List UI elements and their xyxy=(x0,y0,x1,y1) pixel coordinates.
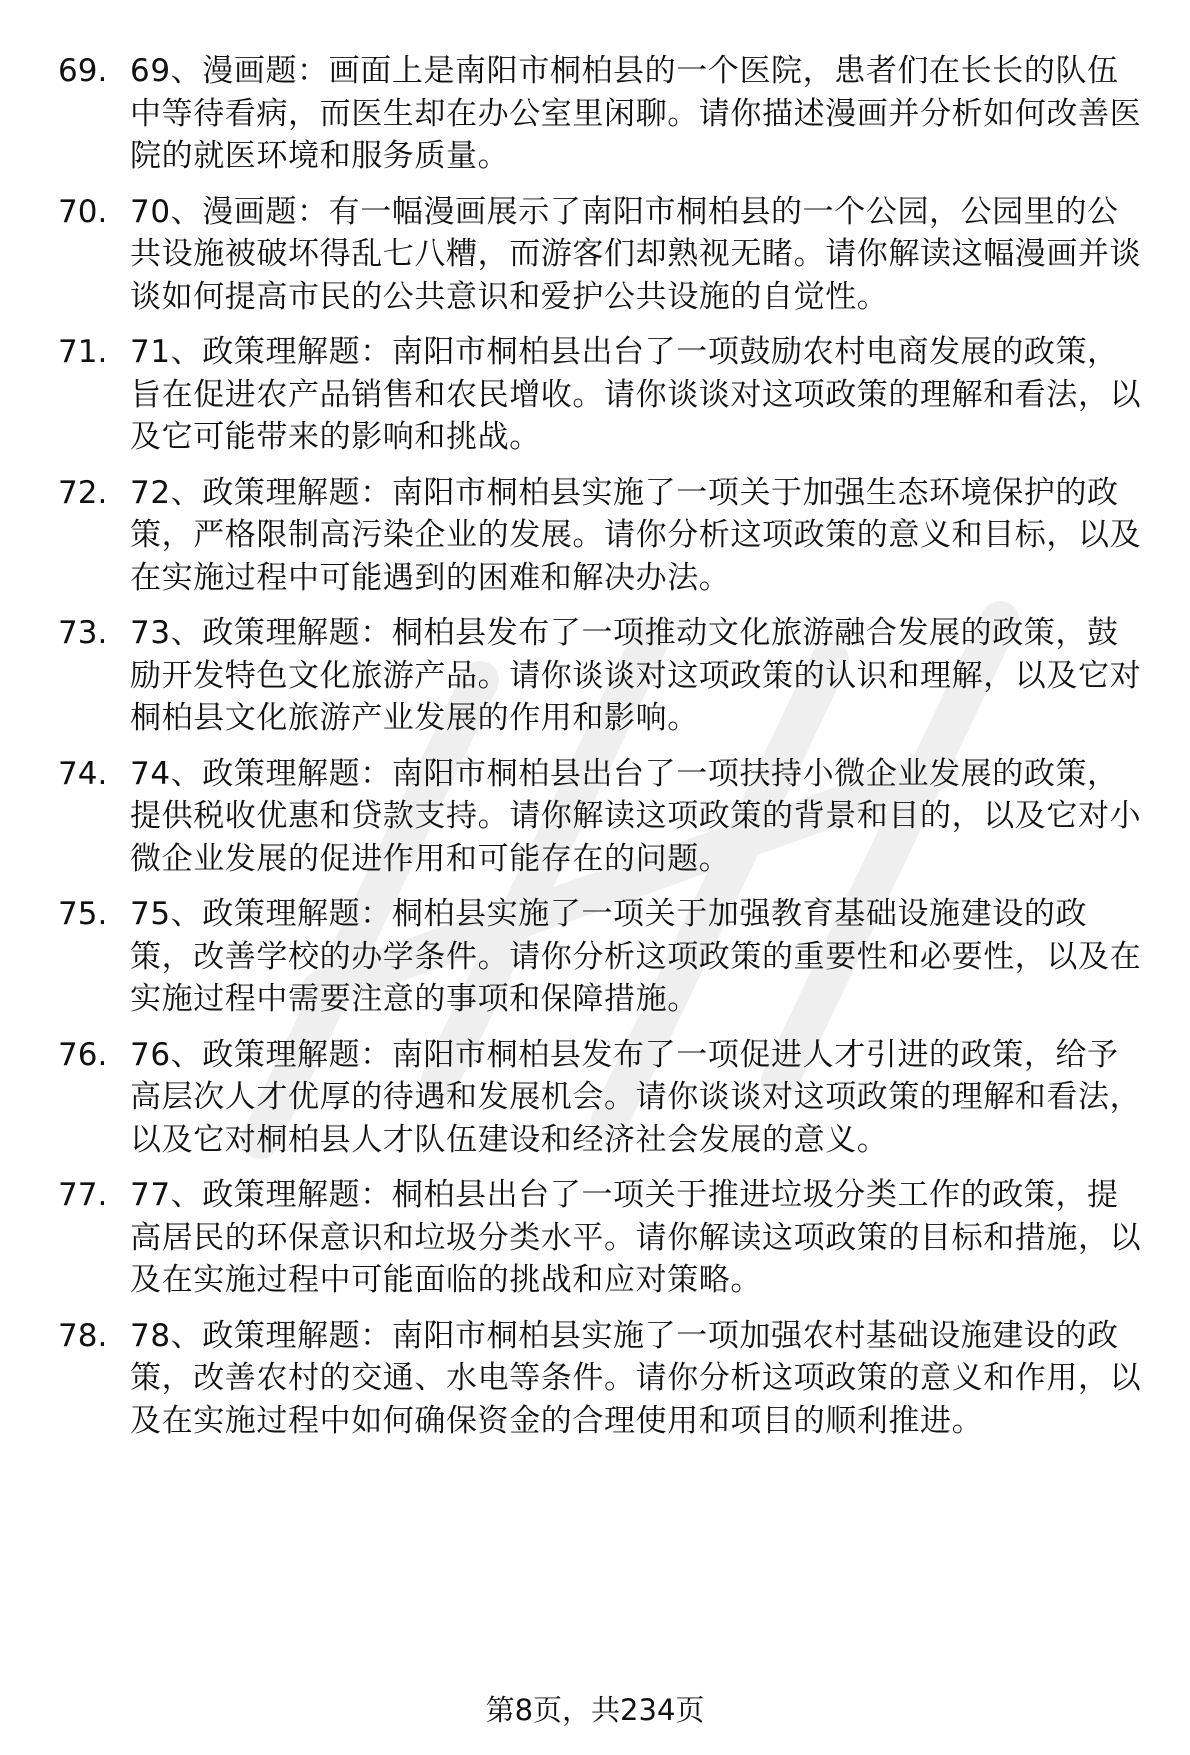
question-item xyxy=(58,1174,1158,1302)
question-item xyxy=(58,1034,1158,1162)
question-text: 72、政策理解题：南阳市桐柏县实施了一项关于加强生态环境保护的政策，严格限制高污染企业的发展。请你分析这项政策的意义和目标，以及在实施过程中可能遇到的困难和解决办法。 xyxy=(130,474,1142,596)
question-text: 74、政策理解题：南阳市桐柏县出台了一项扶持小微企业发展的政策，提供税收优惠和贷款支持。请你解读这项政策的背景和目的，以及它对小微企业发展的促进作用和可能存在的问题。 xyxy=(130,755,1142,877)
question-number: 74. xyxy=(58,755,108,792)
question-item xyxy=(58,331,1158,459)
question-text: 78、政策理解题：南阳市桐柏县实施了一项加强农村基础设施建设的政策，改善农村的交通、水电等条件。请你分析这项政策的意义和作用，以及在实施过程中如何确保资金的合理使用和项目的顺利推进。 xyxy=(130,1317,1142,1439)
question-number: 78. xyxy=(58,1317,108,1354)
question-text: 75、政策理解题：桐柏县实施了一项关于加强教育基础设施建设的政策，改善学校的办学条件。请你分析这项政策的重要性和必要性，以及在实施过程中需要注意的事项和保障措施。 xyxy=(130,896,1142,1017)
question-text: 71、政策理解题：南阳市桐柏县出台了一项鼓励农村电商发展的政策，旨在促进农产品销售和农民增收。请你谈谈对这项政策的理解和看法，以及它可能带来的影响和挑战。 xyxy=(130,334,1142,455)
question-item xyxy=(58,1315,1158,1443)
question-item xyxy=(58,472,1158,600)
question-text: 77、政策理解题：桐柏县出台了一项关于推进垃圾分类工作的政策，提高居民的环保意识和垃圾分类水平。请你解读这项政策的目标和措施，以及在实施过程中可能面临的挑战和应对策略。 xyxy=(130,1177,1142,1298)
question-item xyxy=(58,893,1158,1021)
question-number: 76. xyxy=(58,1036,108,1073)
question-item xyxy=(58,612,1158,740)
question-item xyxy=(58,191,1158,319)
page-number-footer: 第8页，共234页 xyxy=(485,1693,705,1727)
question-number: 71. xyxy=(58,334,108,370)
question-text: 73、政策理解题：桐柏县发布了一项推动文化旅游融合发展的政策，鼓励开发特色文化旅游产品。请你谈谈对这项政策的认识和理解，以及它对桐柏县文化旅游产业发展的作用和影响。 xyxy=(130,615,1142,736)
question-text: 70、漫画题：有一幅漫画展示了南阳市桐柏县的一个公园，公园里的公共设施被破坏得乱七八糟，而游客们却熟视无睹。请你解读这幅漫画并谈谈如何提高市民的公共意识和爱护公共设施的自觉性。 xyxy=(130,193,1142,315)
question-number: 77. xyxy=(58,1177,108,1213)
question-text: 69、漫画题：画面上是南阳市桐柏县的一个医院，患者们在长长的队伍中等待看病，而医生却在办公室里闲聊。请你描述漫画并分析如何改善医院的就医环境和服务质量。 xyxy=(130,53,1142,174)
question-item xyxy=(58,753,1158,881)
question-number: 70. xyxy=(58,193,108,230)
question-number: 75. xyxy=(58,896,108,932)
question-text: 76、政策理解题：南阳市桐柏县发布了一项促进人才引进的政策，给予高层次人才优厚的待遇和发展机会。请你谈谈对这项政策的理解和看法，以及它对桐柏县人才队伍建设和经济社会发展的意义。 xyxy=(130,1036,1142,1158)
question-list xyxy=(58,50,1158,1455)
question-number: 69. xyxy=(58,53,108,89)
question-item xyxy=(58,50,1158,178)
question-number: 73. xyxy=(58,615,108,651)
question-number: 72. xyxy=(58,474,108,511)
